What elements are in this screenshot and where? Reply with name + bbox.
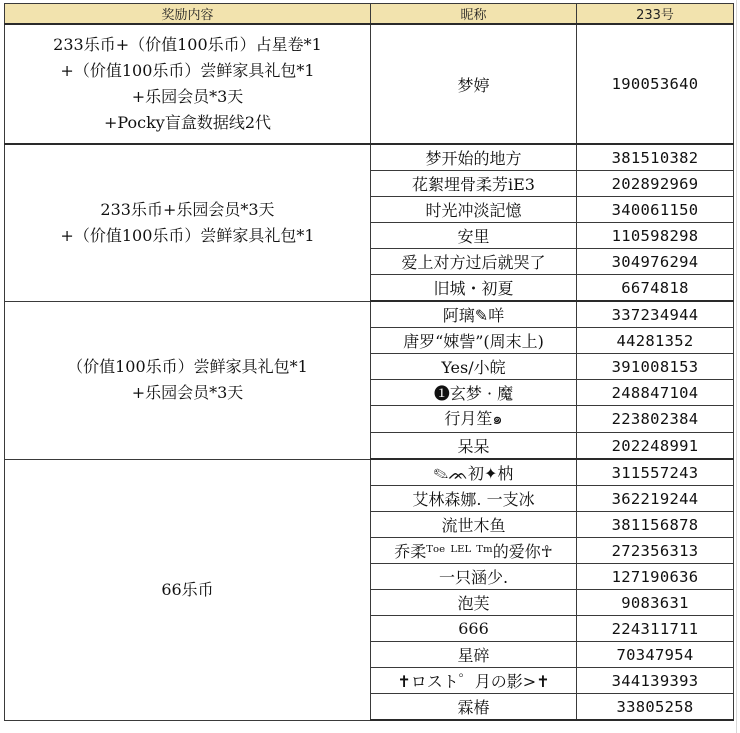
- uid-cell[interactable]: 224311711: [577, 616, 734, 642]
- winners-table: [4, 3, 734, 721]
- uid-cell[interactable]: 272356313: [577, 538, 734, 564]
- nickname-cell[interactable]: 666: [371, 616, 577, 642]
- reward-cell[interactable]: [5, 24, 371, 144]
- uid-cell[interactable]: 304976294: [577, 249, 734, 275]
- uid-cell[interactable]: 44281352: [577, 328, 734, 354]
- nickname-cell[interactable]: 爱上对方过后就哭了: [371, 249, 577, 275]
- header-nickname[interactable]: 昵称: [371, 4, 577, 25]
- nickname-cell[interactable]: 星碎: [371, 642, 577, 668]
- table-row: [5, 301, 734, 328]
- uid-cell[interactable]: 340061150: [577, 197, 734, 223]
- uid-cell[interactable]: 33805258: [577, 694, 734, 721]
- uid-cell[interactable]: 311557243: [577, 459, 734, 486]
- sheet-edge: [736, 0, 737, 733]
- uid-cell[interactable]: 344139393: [577, 668, 734, 694]
- nickname-cell[interactable]: 乔柔ᵀᵒᵉ ᴸᴱᴸ ᵀᵐ的爱你☥: [371, 538, 577, 564]
- uid-cell[interactable]: 381156878: [577, 512, 734, 538]
- uid-cell[interactable]: 391008153: [577, 354, 734, 380]
- header-reward[interactable]: 奖励内容: [5, 4, 371, 25]
- reward-line: （价值100乐币）尝鲜家具礼包*1: [67, 357, 308, 376]
- nickname-cell[interactable]: 呆呆: [371, 433, 577, 460]
- reward-line: 66乐币: [161, 579, 214, 599]
- uid-cell[interactable]: 127190636: [577, 564, 734, 590]
- nickname-cell[interactable]: 一只涵少.: [371, 564, 577, 590]
- nickname-cell[interactable]: ✎ᨏ初✦枘: [371, 459, 577, 486]
- reward-cell[interactable]: [5, 144, 371, 301]
- header-row: [5, 4, 734, 25]
- reward-line: +（价值100乐币）尝鲜家具礼包*1: [60, 61, 315, 80]
- nickname-cell[interactable]: ❶玄梦 · 魔: [371, 380, 577, 406]
- nickname-cell[interactable]: 梦婷: [371, 24, 577, 144]
- table-row: [5, 24, 734, 144]
- reward-cell[interactable]: [5, 459, 371, 720]
- nickname-cell[interactable]: 艾林森娜. 一支冰: [371, 486, 577, 512]
- nickname-cell[interactable]: 安里: [371, 223, 577, 249]
- nickname-cell[interactable]: 阿璃✎咩: [371, 301, 577, 328]
- uid-cell[interactable]: 190053640: [577, 24, 734, 144]
- nickname-cell[interactable]: Yes/小皖: [371, 354, 577, 380]
- nickname-cell[interactable]: 流世木鱼: [371, 512, 577, 538]
- nickname-cell[interactable]: 泡芙: [371, 590, 577, 616]
- reward-line: +乐园会员*3天: [131, 383, 244, 402]
- reward-line: +（价值100乐币）尝鲜家具礼包*1: [60, 225, 315, 245]
- nickname-cell[interactable]: 梦开始的地方: [371, 144, 577, 171]
- uid-cell[interactable]: 202892969: [577, 171, 734, 197]
- table-body: [5, 24, 734, 720]
- nickname-cell[interactable]: 旧城・初夏: [371, 275, 577, 302]
- nickname-cell[interactable]: 花絮埋骨柔芳iE3: [371, 171, 577, 197]
- nickname-cell[interactable]: ✝ロスト゜月の影>✝: [371, 668, 577, 694]
- uid-cell[interactable]: 9083631: [577, 590, 734, 616]
- uid-cell[interactable]: 70347954: [577, 642, 734, 668]
- nickname-cell[interactable]: 唐罗“娕訾”(周末上): [371, 328, 577, 354]
- nickname-cell[interactable]: 行月笙๑: [371, 406, 577, 433]
- uid-cell[interactable]: 223802384: [577, 406, 734, 433]
- uid-cell[interactable]: 248847104: [577, 380, 734, 406]
- nickname-cell[interactable]: 霖椿: [371, 694, 577, 721]
- reward-line: 233乐币+（价值100乐币）占星卷*1: [53, 35, 322, 54]
- reward-line: +Pocky盲盒数据线2代: [103, 113, 272, 132]
- uid-cell[interactable]: 381510382: [577, 144, 734, 171]
- uid-cell[interactable]: 6674818: [577, 275, 734, 302]
- table-row: [5, 459, 734, 486]
- uid-cell[interactable]: 110598298: [577, 223, 734, 249]
- reward-line: +乐园会员*3天: [131, 87, 244, 106]
- uid-cell[interactable]: 202248991: [577, 433, 734, 460]
- reward-cell[interactable]: [5, 301, 371, 459]
- header-uid[interactable]: 233号: [577, 4, 734, 25]
- nickname-cell[interactable]: 时光冲淡記憶: [371, 197, 577, 223]
- table-row: [5, 144, 734, 171]
- uid-cell[interactable]: 337234944: [577, 301, 734, 328]
- uid-cell[interactable]: 362219244: [577, 486, 734, 512]
- reward-line: 233乐币+乐园会员*3天: [100, 199, 275, 219]
